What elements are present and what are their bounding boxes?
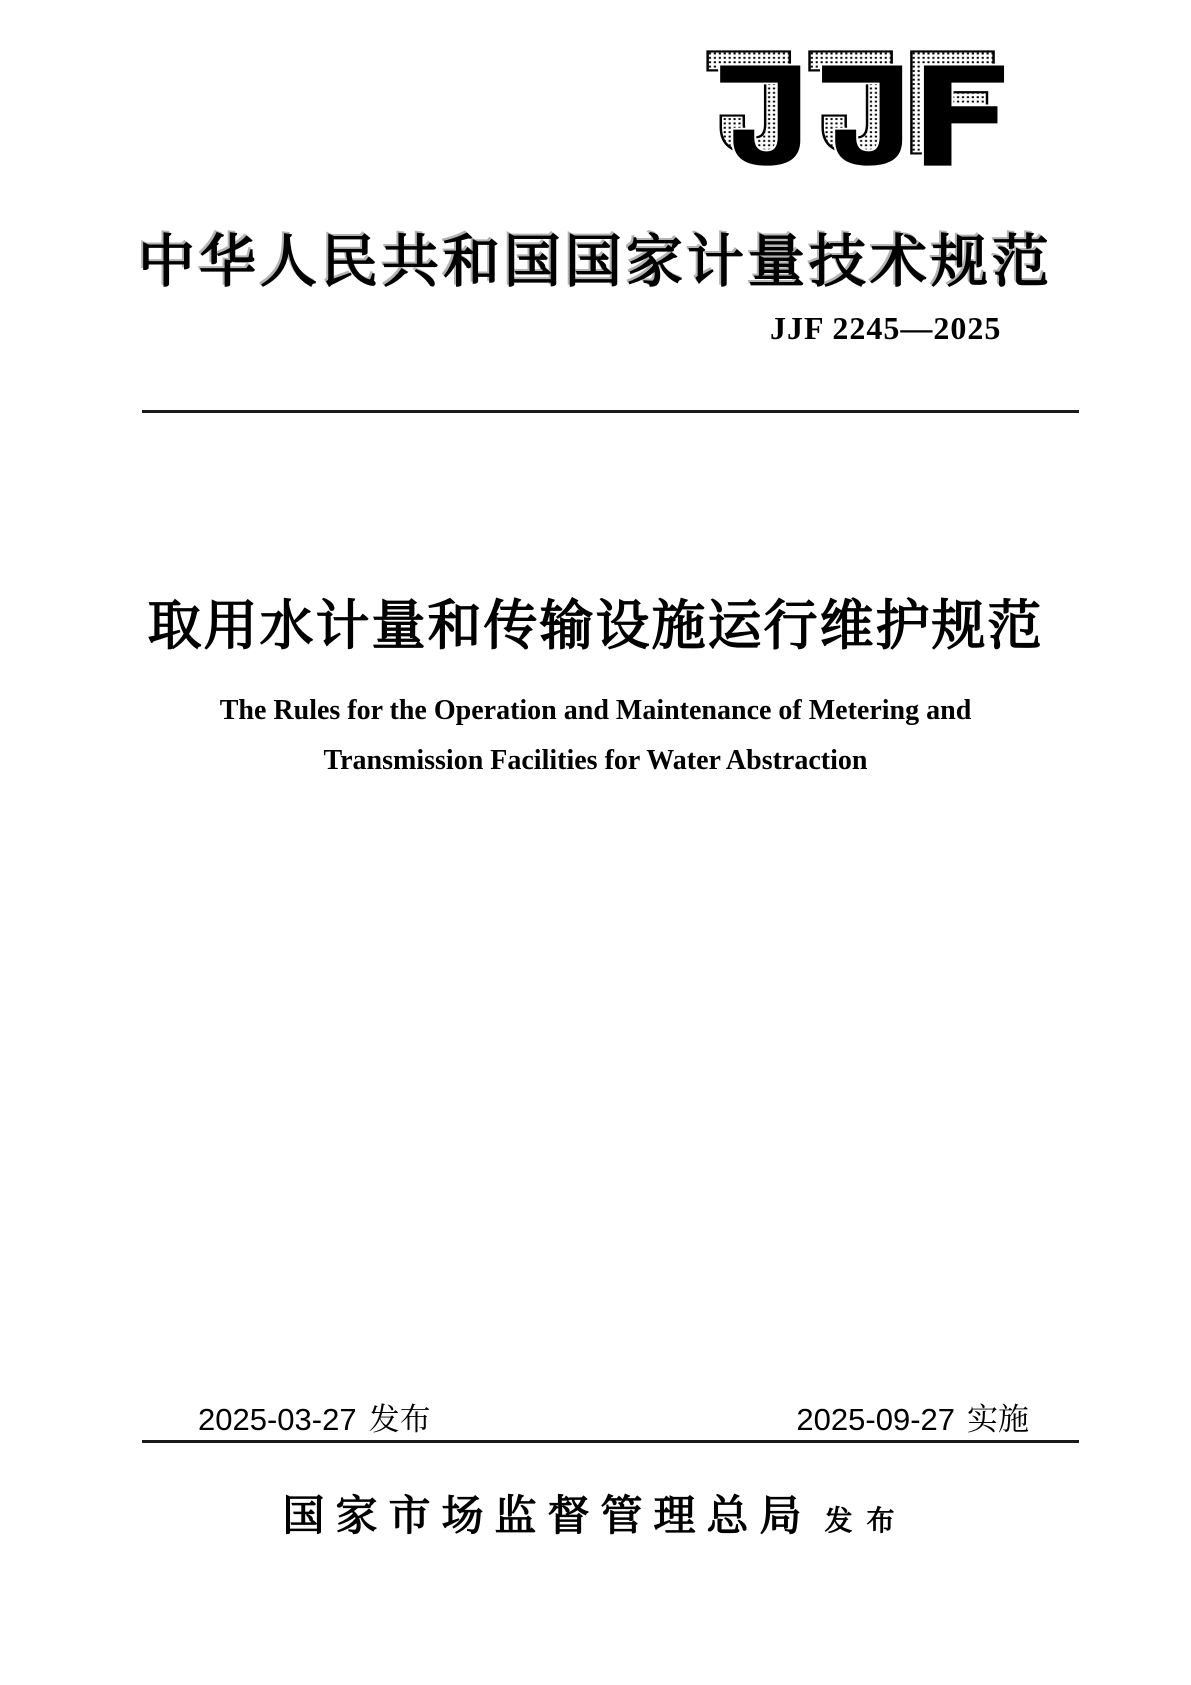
publisher-row <box>0 1483 1191 1543</box>
publisher-name: 国家市场监督管理总局 <box>282 1494 813 1540</box>
release-date-label: 发布 <box>368 1402 431 1437</box>
bottom-divider-rule <box>142 1440 1079 1443</box>
document-number: JJF 2245—2025 <box>770 310 1002 346</box>
publisher-action-label: 发布 <box>824 1505 909 1536</box>
country-spec-heading: 中华人民共和国国家计量技术规范 <box>138 231 1053 294</box>
release-date <box>198 1394 431 1439</box>
title-chinese: 取用水计量和传输设施运行维护规范 <box>147 596 1044 656</box>
implementation-date-value: 2025-09-27 <box>796 1402 955 1437</box>
title-english <box>0 686 1191 786</box>
jjf-logo-graphic <box>706 50 1010 168</box>
top-divider-rule <box>142 410 1079 413</box>
implementation-date <box>796 1394 1029 1439</box>
dates-row <box>142 1394 1079 1439</box>
implementation-date-label: 实施 <box>967 1402 1029 1437</box>
title-english-line1: The Rules for the Operation and Maintenance of Metering and <box>219 695 972 726</box>
title-english-line2: Transmission Facilities for Water Abstraction <box>323 745 868 776</box>
release-date-value: 2025-03-27 <box>198 1402 357 1437</box>
jjf-logo <box>706 50 1010 168</box>
